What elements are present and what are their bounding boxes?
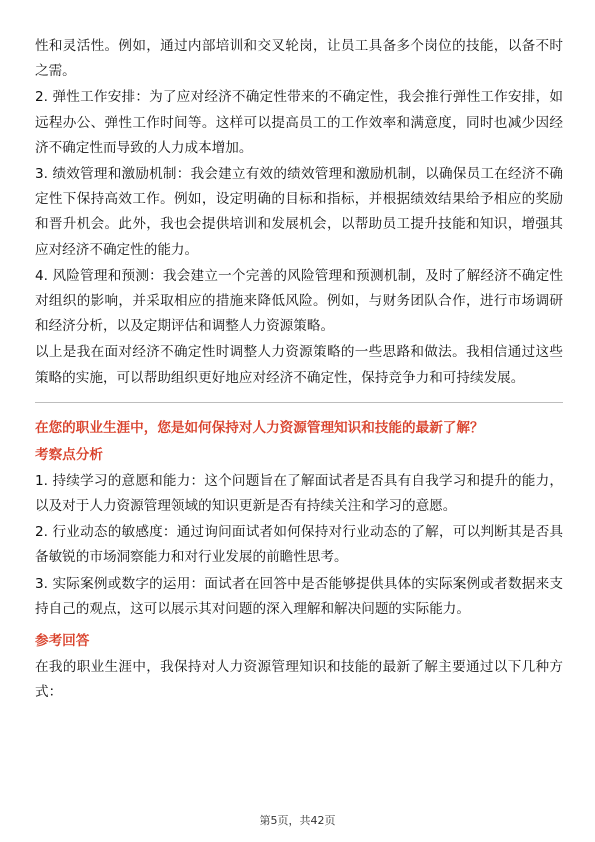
section-divider [35, 402, 563, 403]
paragraph-continued: 性和灵活性。例如，通过内部培训和交叉轮岗，让员工具备多个岗位的技能，以备不时之需。 [35, 38, 563, 80]
paragraph-flexible-work: 2. 弹性工作安排：为了应对经济不确定性带来的不确定性，我会推行弹性工作安排，如远程办公、弹性工作时间等。这样可以提高员工的工作效率和满意度，同时也减少因经济不确定性而导致的人力成本增加。 [35, 89, 563, 156]
analysis-heading: 考察点分析 [35, 446, 103, 463]
question-heading: 在您的职业生涯中，您是如何保持对人力资源管理知识和技能的最新了解？ [35, 419, 484, 436]
analysis-item: 1. 持续学习的意愿和能力：这个问题旨在了解面试者是否具有自我学习和提升的能力，以及对于人力资源管理领域的知识更新是否有持续关注和学习的意愿。 [35, 472, 563, 515]
analysis-item: 2. 行业动态的敏感度：通过询问面试者如何保持对行业动态的了解，可以判断其是否具备敏锐的市场洞察能力和对行业发展的前瞻性思考。 [35, 524, 563, 566]
answer-heading: 参考回答 [35, 633, 90, 650]
paragraph-performance: 3. 绩效管理和激励机制：我会建立有效的绩效管理和激励机制，以确保员工在经济不确定性下保持高效工作。例如，设定明确的目标和指标，并根据绩效结果给予相应的奖励和晋升机会。此外，我也会提供培训和发展机会，以帮助员工提升技能和知识，增强其应对经济不确定性的能力。 [35, 166, 563, 258]
document-body [35, 0, 563, 705]
answer-intro: 在我的职业生涯中，我保持对人力资源管理知识和技能的最新了解主要通过以下几种方式： [35, 659, 563, 701]
paragraph-conclusion: 以上是我在面对经济不确定性时调整人力资源策略的一些思路和做法。我相信通过这些策略的实施，可以帮助组织更好地应对经济不确定性，保持竞争力和可持续发展。 [35, 344, 563, 386]
paragraph-risk: 4. 风险管理和预测：我会建立一个完善的风险管理和预测机制，及时了解经济不确定性对组织的影响，并采取相应的措施来降低风险。例如，与财务团队合作，进行市场调研和经济分析，以及定期评估和调整人力资源策略。 [35, 267, 563, 335]
page-number: 第5页，共42页 [259, 814, 336, 827]
analysis-item: 3. 实际案例或数字的运用：面试者在回答中是否能够提供具体的实际案例或者数据来支持自己的观点，这可以展示其对问题的深入理解和解决问题的实际能力。 [35, 575, 563, 617]
